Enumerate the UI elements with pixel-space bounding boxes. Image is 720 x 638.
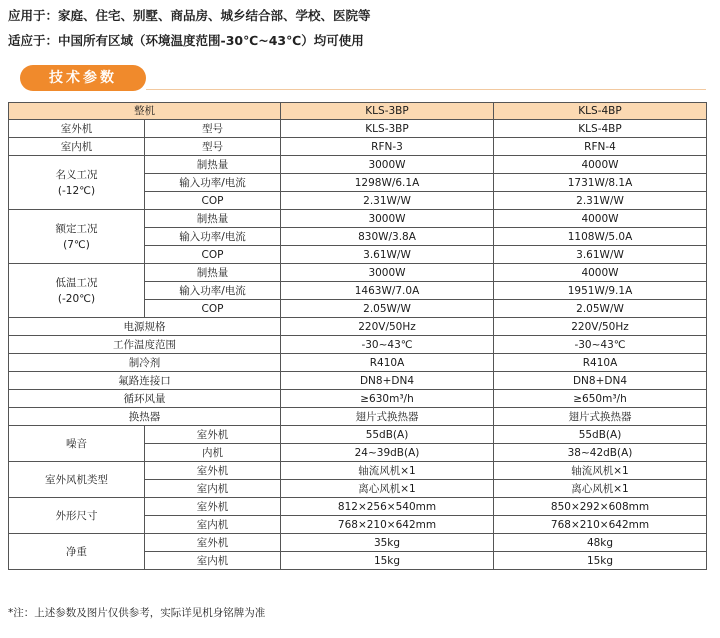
cell-4bp: RFN-4 <box>494 138 707 156</box>
group-title: 名义工况 <box>55 168 98 181</box>
row-sublabel: 型号 <box>145 120 281 138</box>
cell-4bp: KLS-4BP <box>494 120 707 138</box>
row-label: 循环风量 <box>9 390 281 408</box>
cell-3bp: 2.31W/W <box>281 192 494 210</box>
cell-4bp: 55dB(A) <box>494 426 707 444</box>
cell-3bp: 830W/3.8A <box>281 228 494 246</box>
cell-3bp: 35kg <box>281 534 494 552</box>
cell-4bp: 3.61W/W <box>494 246 707 264</box>
cell-4bp: 768×210×642mm <box>494 516 707 534</box>
row-sublabel: 室内机 <box>145 552 281 570</box>
section-divider <box>146 89 706 90</box>
cell-4bp: DN8+DN4 <box>494 372 707 390</box>
row-label: 换热器 <box>9 408 281 426</box>
cell-4bp: R410A <box>494 354 707 372</box>
cell-3bp: 1463W/7.0A <box>281 282 494 300</box>
cell-4bp: 15kg <box>494 552 707 570</box>
row-sublabel: COP <box>145 300 281 318</box>
cell-3bp: 2.05W/W <box>281 300 494 318</box>
cell-3bp: KLS-3BP <box>281 120 494 138</box>
table-row <box>9 210 707 228</box>
cell-3bp: 768×210×642mm <box>281 516 494 534</box>
cell-4bp: 离心风机×1 <box>494 480 707 498</box>
cell-4bp: ≥650m³/h <box>494 390 707 408</box>
group-label-lowtemp <box>9 264 145 318</box>
row-sublabel: 制热量 <box>145 264 281 282</box>
row-sublabel: 室外机 <box>145 498 281 516</box>
group-label-dimensions: 外形尺寸 <box>9 498 145 534</box>
row-label: 氟路连接口 <box>9 372 281 390</box>
group-label-rated <box>9 210 145 264</box>
row-sublabel: 制热量 <box>145 210 281 228</box>
table-row <box>9 390 707 408</box>
row-sublabel: COP <box>145 192 281 210</box>
group-title: 额定工况 <box>55 222 98 235</box>
table-row <box>9 426 707 444</box>
table-row <box>9 462 707 480</box>
cell-4bp: 4000W <box>494 210 707 228</box>
spec-table <box>8 102 707 570</box>
cell-3bp: 55dB(A) <box>281 426 494 444</box>
cell-3bp: R410A <box>281 354 494 372</box>
group-label-fan: 室外风机类型 <box>9 462 145 498</box>
row-sublabel: 室内机 <box>145 516 281 534</box>
cell-4bp: 2.05W/W <box>494 300 707 318</box>
header-model-4bp: KLS-4BP <box>494 103 707 120</box>
row-sublabel: 内机 <box>145 444 281 462</box>
cell-3bp: 3000W <box>281 210 494 228</box>
cell-4bp: 1731W/8.1A <box>494 174 707 192</box>
row-sublabel: 室外机 <box>145 534 281 552</box>
row-label: 室内机 <box>9 138 145 156</box>
footnote: *注：上述参数及图片仅供参考，实际详见机身铭牌为准 <box>8 607 266 619</box>
table-row <box>9 156 707 174</box>
row-label: 室外机 <box>9 120 145 138</box>
cell-3bp: 轴流风机×1 <box>281 462 494 480</box>
cell-3bp: 离心风机×1 <box>281 480 494 498</box>
row-label: 电源规格 <box>9 318 281 336</box>
cell-3bp: 220V/50Hz <box>281 318 494 336</box>
cell-4bp: 220V/50Hz <box>494 318 707 336</box>
cell-4bp: 4000W <box>494 156 707 174</box>
table-row <box>9 336 707 354</box>
table-row <box>9 318 707 336</box>
cell-3bp: ≥630m³/h <box>281 390 494 408</box>
table-row <box>9 264 707 282</box>
section-title: 技术参数 <box>20 65 146 91</box>
row-sublabel: 输入功率/电流 <box>145 282 281 300</box>
row-sublabel: 室外机 <box>145 426 281 444</box>
cell-3bp: DN8+DN4 <box>281 372 494 390</box>
group-label-nominal <box>9 156 145 210</box>
cell-4bp: 轴流风机×1 <box>494 462 707 480</box>
row-sublabel: 室外机 <box>145 462 281 480</box>
group-label-weight: 净重 <box>9 534 145 570</box>
cell-3bp: RFN-3 <box>281 138 494 156</box>
group-condition: (7℃) <box>63 238 90 251</box>
cell-4bp: 1951W/9.1A <box>494 282 707 300</box>
row-sublabel: 型号 <box>145 138 281 156</box>
cell-3bp: 15kg <box>281 552 494 570</box>
cell-3bp: 3000W <box>281 264 494 282</box>
table-row <box>9 354 707 372</box>
cell-4bp: 2.31W/W <box>494 192 707 210</box>
cell-4bp: 850×292×608mm <box>494 498 707 516</box>
header-model-3bp: KLS-3BP <box>281 103 494 120</box>
cell-3bp: 翅片式换热器 <box>281 408 494 426</box>
row-sublabel: 制热量 <box>145 156 281 174</box>
row-sublabel: 室内机 <box>145 480 281 498</box>
intro-application: 应用于：家庭、住宅、别墅、商品房、城乡结合部、学校、医院等 <box>8 8 371 23</box>
row-sublabel: 输入功率/电流 <box>145 174 281 192</box>
table-row <box>9 498 707 516</box>
table-row <box>9 372 707 390</box>
group-label-noise: 噪音 <box>9 426 145 462</box>
row-label: 工作温度范围 <box>9 336 281 354</box>
cell-3bp: -30~43℃ <box>281 336 494 354</box>
table-row <box>9 408 707 426</box>
cell-4bp: 1108W/5.0A <box>494 228 707 246</box>
cell-4bp: 翅片式换热器 <box>494 408 707 426</box>
table-row <box>9 120 707 138</box>
row-sublabel: COP <box>145 246 281 264</box>
cell-4bp: 4000W <box>494 264 707 282</box>
table-row <box>9 534 707 552</box>
group-title: 低温工况 <box>55 276 98 289</box>
cell-4bp: -30~43℃ <box>494 336 707 354</box>
cell-3bp: 3000W <box>281 156 494 174</box>
table-header-row <box>9 103 707 120</box>
cell-3bp: 812×256×540mm <box>281 498 494 516</box>
row-label: 制冷剂 <box>9 354 281 372</box>
cell-4bp: 48kg <box>494 534 707 552</box>
cell-3bp: 24~39dB(A) <box>281 444 494 462</box>
cell-3bp: 3.61W/W <box>281 246 494 264</box>
header-unit: 整机 <box>9 103 281 120</box>
cell-3bp: 1298W/6.1A <box>281 174 494 192</box>
group-condition: (-20℃) <box>57 292 96 305</box>
row-sublabel: 输入功率/电流 <box>145 228 281 246</box>
group-condition: (-12℃) <box>57 184 96 197</box>
table-row <box>9 138 707 156</box>
intro-region: 适应于：中国所有区域（环境温度范围-30℃~43℃）均可使用 <box>8 33 364 48</box>
cell-4bp: 38~42dB(A) <box>494 444 707 462</box>
